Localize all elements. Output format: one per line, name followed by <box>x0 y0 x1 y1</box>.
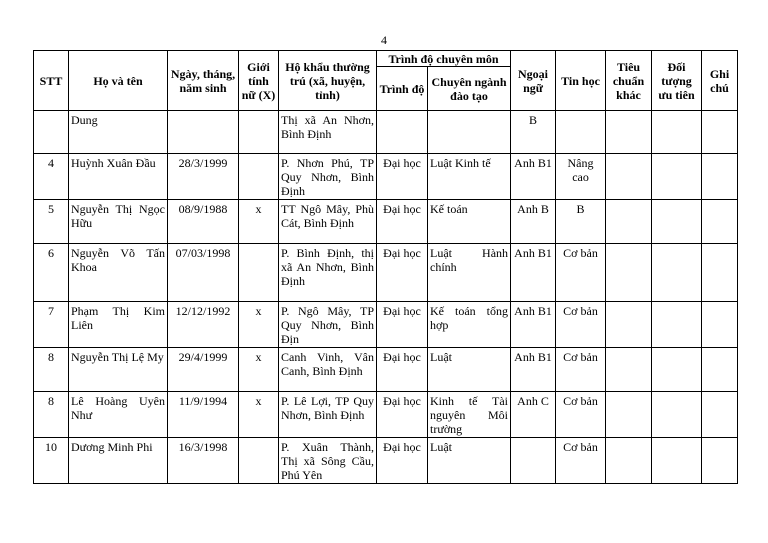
cell-dob: 12/12/1992 <box>168 302 239 348</box>
header-priority: Đối tượng ưu tiên <box>652 51 702 111</box>
cell-level: Đại học <box>377 348 428 392</box>
table-body <box>34 111 738 484</box>
cell-priority <box>652 348 702 392</box>
cell-gender <box>239 244 279 302</box>
header-level: Trình độ <box>377 67 428 111</box>
cell-note <box>702 438 738 484</box>
cell-priority <box>652 200 702 244</box>
cell-priority <box>652 154 702 200</box>
cell-foreign-language: Anh B1 <box>511 302 556 348</box>
cell-other-criteria <box>606 244 652 302</box>
cell-dob <box>168 111 239 154</box>
cell-stt: 10 <box>34 438 69 484</box>
cell-gender <box>239 438 279 484</box>
cell-major: Luật <box>428 348 511 392</box>
cell-residence: P. Lê Lợi, TP Quy Nhơn, Bình Định <box>279 392 377 438</box>
cell-it <box>556 111 606 154</box>
cell-it: B <box>556 200 606 244</box>
cell-note <box>702 302 738 348</box>
cell-level: Đại học <box>377 438 428 484</box>
cell-other-criteria <box>606 348 652 392</box>
cell-foreign-language: Anh B1 <box>511 348 556 392</box>
cell-note <box>702 348 738 392</box>
table-row <box>34 111 738 154</box>
cell-other-criteria <box>606 200 652 244</box>
cell-stt: 4 <box>34 154 69 200</box>
cell-it: Cơ bản <box>556 392 606 438</box>
cell-major: Kinh tế Tài nguyên Môi trường <box>428 392 511 438</box>
cell-name: Nguyễn Thị Ngọc Hữu <box>69 200 168 244</box>
cell-gender: x <box>239 348 279 392</box>
cell-it: Cơ bản <box>556 244 606 302</box>
cell-major: Luật Kinh tế <box>428 154 511 200</box>
header-major: Chuyên ngành đào tạo <box>428 67 511 111</box>
cell-stt: 5 <box>34 200 69 244</box>
candidate-table <box>33 50 738 484</box>
cell-note <box>702 111 738 154</box>
cell-major: Luật <box>428 438 511 484</box>
cell-residence: TT Ngô Mây, Phù Cát, Bình Định <box>279 200 377 244</box>
cell-it: Cơ bản <box>556 438 606 484</box>
cell-residence: P. Nhơn Phú, TP Quy Nhơn, Bình Định <box>279 154 377 200</box>
cell-dob: 16/3/1998 <box>168 438 239 484</box>
cell-name: Nguyễn Võ Tấn Khoa <box>69 244 168 302</box>
cell-note <box>702 244 738 302</box>
cell-priority <box>652 392 702 438</box>
cell-stt: 8 <box>34 348 69 392</box>
cell-name: Nguyễn Thị Lệ My <box>69 348 168 392</box>
cell-priority <box>652 302 702 348</box>
cell-level: Đại học <box>377 154 428 200</box>
cell-gender: x <box>239 392 279 438</box>
header-foreign-language: Ngoại ngữ <box>511 51 556 111</box>
cell-foreign-language: Anh C <box>511 392 556 438</box>
cell-residence: P. Bình Định, thị xã An Nhơn, Bình Định <box>279 244 377 302</box>
cell-stt: 6 <box>34 244 69 302</box>
cell-gender: x <box>239 200 279 244</box>
cell-dob: 28/3/1999 <box>168 154 239 200</box>
cell-other-criteria <box>606 154 652 200</box>
header-name: Họ và tên <box>69 51 168 111</box>
cell-residence: P. Ngô Mây, TP Quy Nhơn, Bình Địn <box>279 302 377 348</box>
header-residence: Hộ khẩu thường trú (xã, huyện, tỉnh) <box>279 51 377 111</box>
cell-name: Lê Hoàng Uyên Như <box>69 392 168 438</box>
cell-foreign-language <box>511 438 556 484</box>
cell-gender <box>239 154 279 200</box>
cell-level: Đại học <box>377 302 428 348</box>
cell-note <box>702 200 738 244</box>
cell-stt <box>34 111 69 154</box>
header-stt: STT <box>34 51 69 111</box>
cell-name: Dung <box>69 111 168 154</box>
cell-name: Huỳnh Xuân Đầu <box>69 154 168 200</box>
header-note: Ghi chú <box>702 51 738 111</box>
header-qualification-group: Trình độ chuyên môn <box>377 51 511 67</box>
cell-dob: 29/4/1999 <box>168 348 239 392</box>
cell-foreign-language: Anh B <box>511 200 556 244</box>
header-it: Tin học <box>556 51 606 111</box>
cell-foreign-language: Anh B1 <box>511 244 556 302</box>
cell-major <box>428 111 511 154</box>
cell-level: Đại học <box>377 244 428 302</box>
cell-it: Cơ bản <box>556 348 606 392</box>
table-row <box>34 244 738 302</box>
table-row <box>34 154 738 200</box>
cell-level <box>377 111 428 154</box>
cell-residence: P. Xuân Thành, Thị xã Sông Cầu, Phú Yên <box>279 438 377 484</box>
page-number: 4 <box>381 33 387 47</box>
cell-priority <box>652 438 702 484</box>
cell-dob: 11/9/1994 <box>168 392 239 438</box>
table-row <box>34 200 738 244</box>
cell-residence: Canh Vinh, Vân Canh, Bình Định <box>279 348 377 392</box>
cell-other-criteria <box>606 438 652 484</box>
cell-major: Luật Hành chính <box>428 244 511 302</box>
cell-gender <box>239 111 279 154</box>
cell-level: Đại học <box>377 200 428 244</box>
cell-other-criteria <box>606 111 652 154</box>
cell-it: Nâng cao <box>556 154 606 200</box>
cell-other-criteria <box>606 302 652 348</box>
table-row <box>34 302 738 348</box>
cell-it: Cơ bản <box>556 302 606 348</box>
cell-stt: 8 <box>34 392 69 438</box>
cell-gender: x <box>239 302 279 348</box>
table-row <box>34 438 738 484</box>
cell-dob: 08/9/1988 <box>168 200 239 244</box>
cell-residence: Thị xã An Nhơn, Bình Định <box>279 111 377 154</box>
cell-priority <box>652 111 702 154</box>
cell-priority <box>652 244 702 302</box>
cell-foreign-language: B <box>511 111 556 154</box>
cell-note <box>702 392 738 438</box>
cell-dob: 07/03/1998 <box>168 244 239 302</box>
header-dob: Ngày, tháng, năm sinh <box>168 51 239 111</box>
cell-major: Kế toán <box>428 200 511 244</box>
cell-note <box>702 154 738 200</box>
cell-name: Phạm Thị Kim Liên <box>69 302 168 348</box>
cell-name: Dương Minh Phi <box>69 438 168 484</box>
cell-foreign-language: Anh B1 <box>511 154 556 200</box>
cell-level: Đại học <box>377 392 428 438</box>
header-other-criteria: Tiêu chuẩn khác <box>606 51 652 111</box>
cell-major: Kế toán tổng hợp <box>428 302 511 348</box>
table-row <box>34 392 738 438</box>
cell-stt: 7 <box>34 302 69 348</box>
header-gender: Giới tính nữ (X) <box>239 51 279 111</box>
cell-other-criteria <box>606 392 652 438</box>
table-row <box>34 348 738 392</box>
